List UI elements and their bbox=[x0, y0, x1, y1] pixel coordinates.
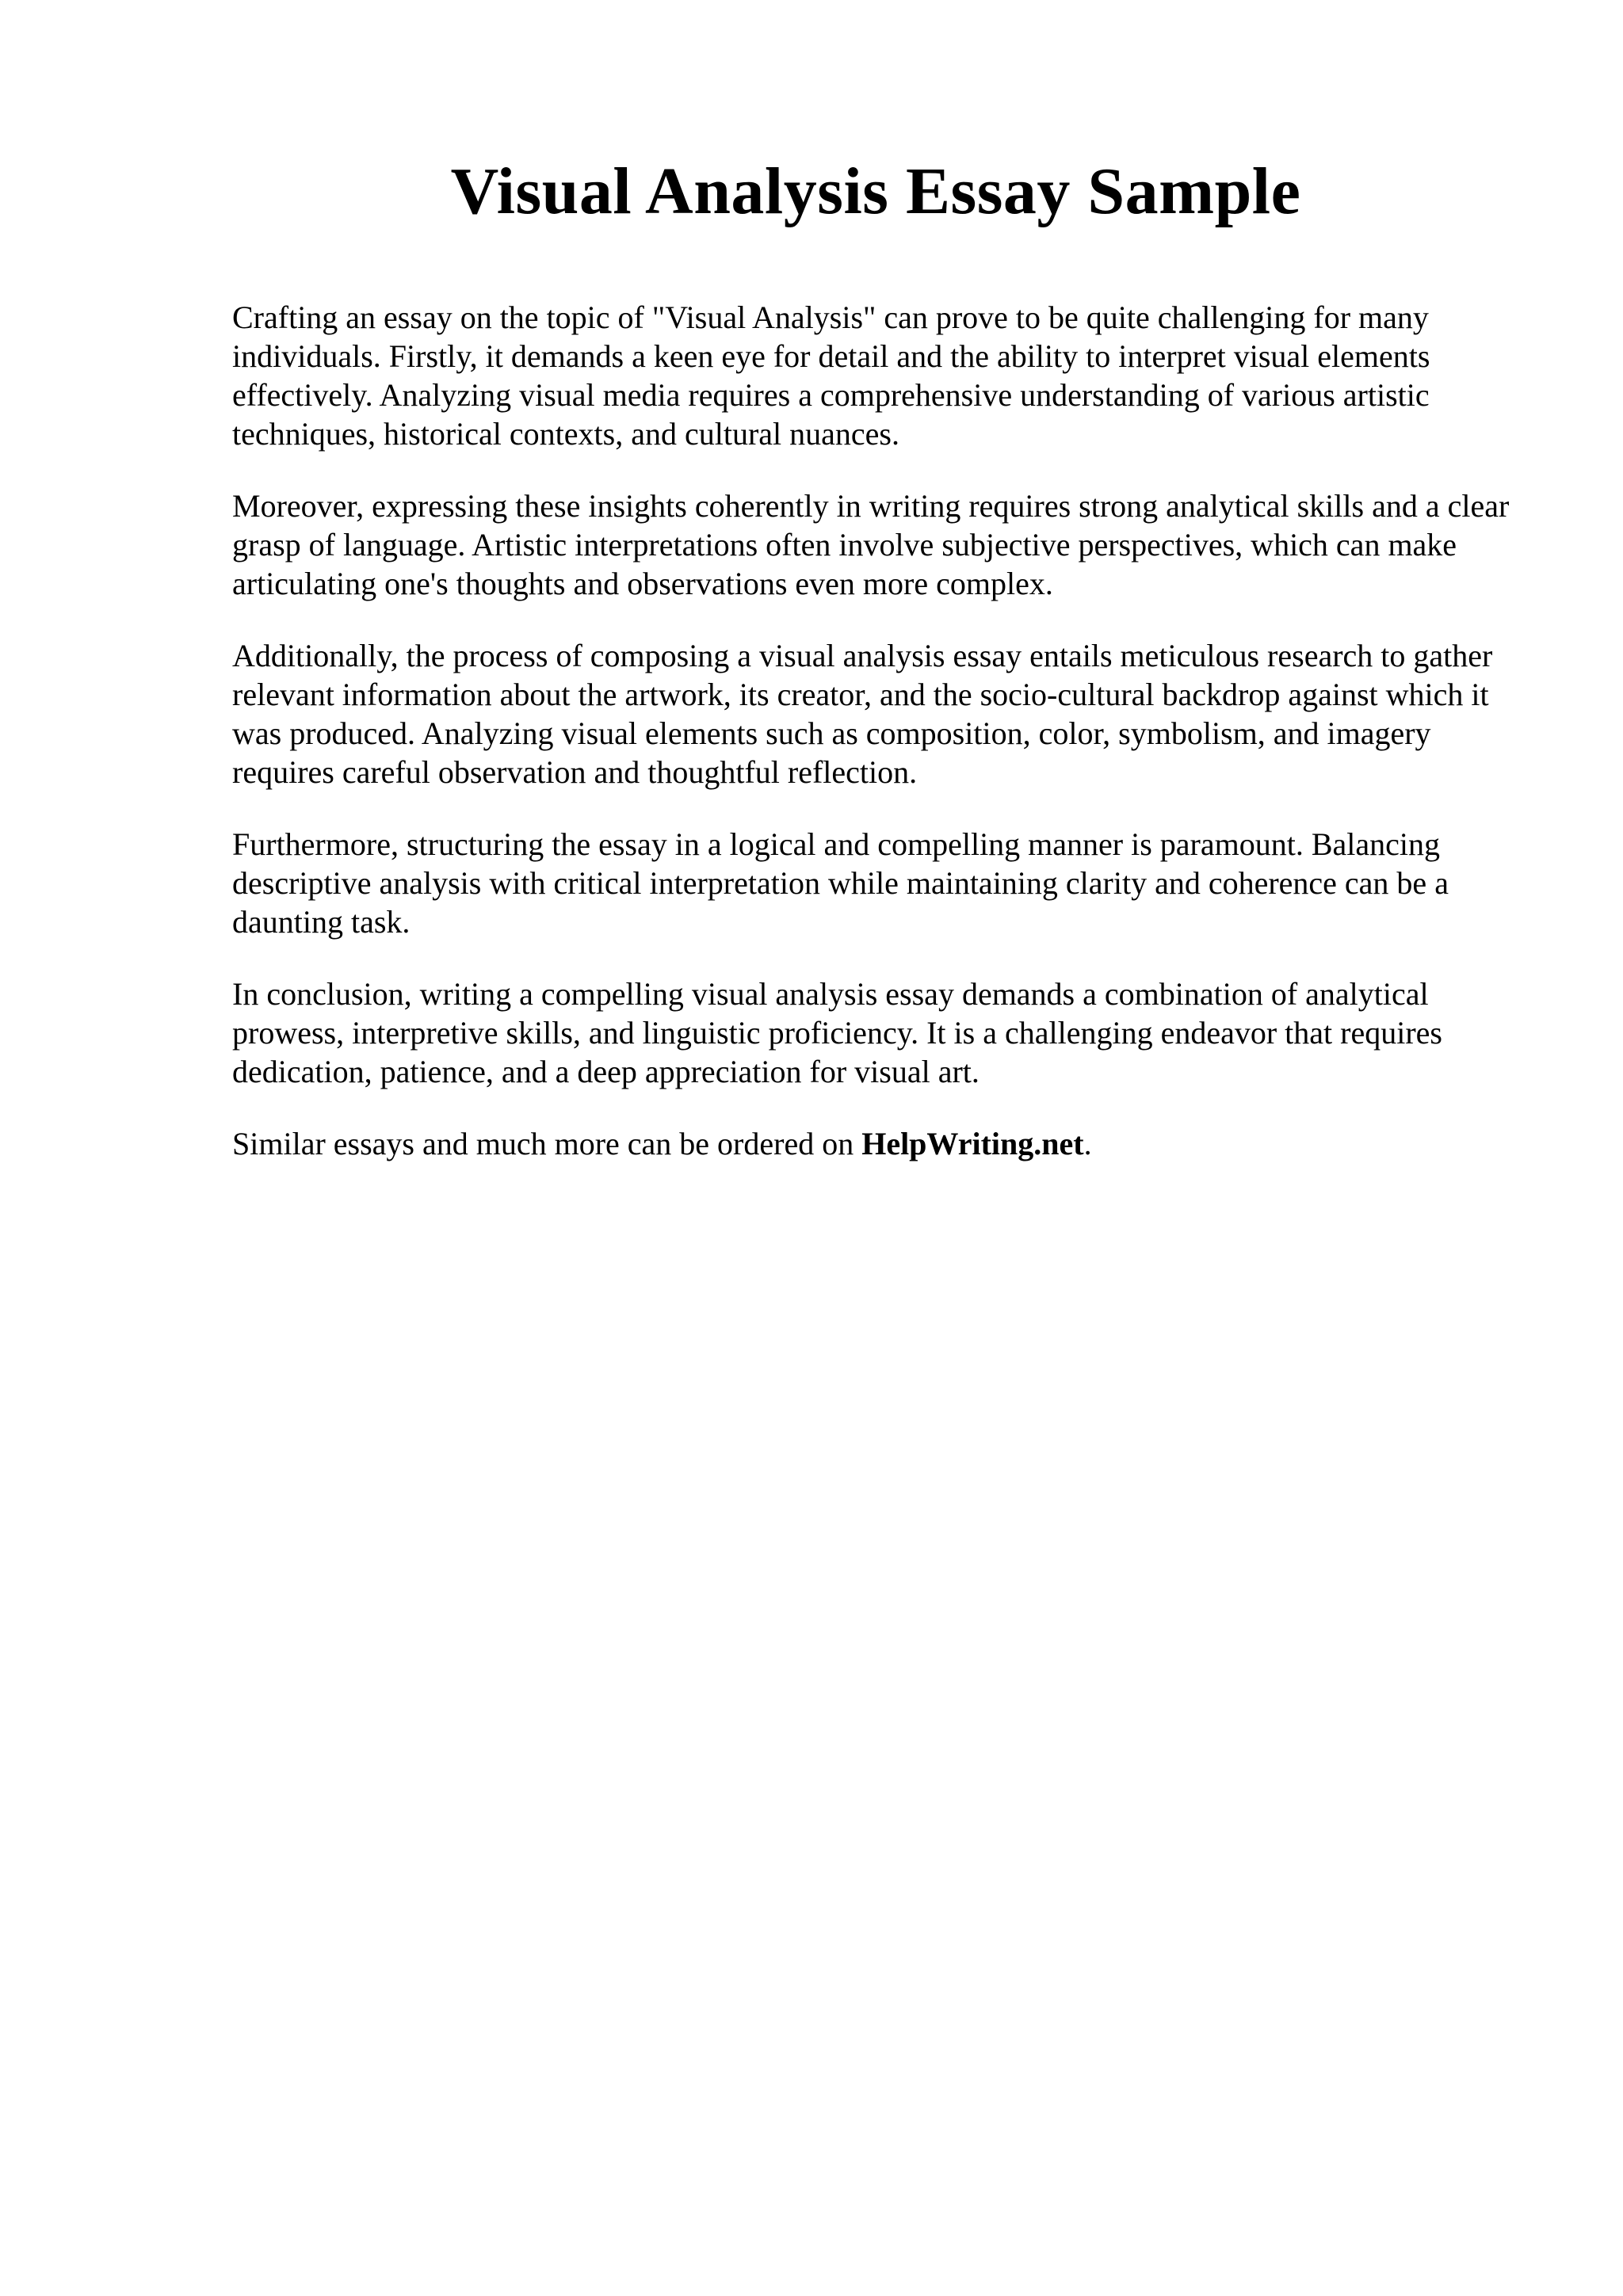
paragraph-5: In conclusion, writing a compelling visual analysis essay demands a combination of analytical prowess, interpretive skills, and linguistic proficiency. It is a challenging endeavor that requires dedication, patience, and a deep appreciation for visual art. bbox=[232, 976, 1442, 1089]
closing-line bbox=[232, 1124, 1516, 1163]
paragraph-3: Additionally, the process of composing a visual analysis essay entails meticulous research to gather relevant information about the artwork, its creator, and the socio-cultural backdrop against which it was produced. Analyzing visual elements such as composition, color, symbolism, and imagery requires careful observation and thoughtful reflection. bbox=[232, 638, 1493, 790]
paragraph-2: Moreover, expressing these insights coherently in writing requires strong analytical skills and a clear grasp of language. Artistic interpretations often involve subjective perspectives, which can make articulating one's thoughts and observations even more complex. bbox=[232, 488, 1510, 601]
paragraph-1: Crafting an essay on the topic of "Visual Analysis" can prove to be quite challenging for many individuals. Firstly, it demands a keen eye for detail and the ability to interpret visual elements effectively. Analyzing visual media requires a comprehensive understanding of various artistic techniques, historical contexts, and cultural nuances. bbox=[232, 299, 1430, 452]
closing-prefix: Similar essays and much more can be ordered on bbox=[232, 1126, 862, 1161]
brand-link[interactable]: HelpWriting.net bbox=[861, 1126, 1084, 1161]
closing-suffix: . bbox=[1083, 1126, 1092, 1161]
paragraph-4: Furthermore, structuring the essay in a logical and compelling manner is paramount. Balancing descriptive analysis with critical interpretation while maintaining clarity and coherence can be a daunting task. bbox=[232, 826, 1449, 940]
page-title: Visual Analysis Essay Sample bbox=[450, 154, 1301, 228]
essay-body bbox=[232, 298, 1516, 1196]
